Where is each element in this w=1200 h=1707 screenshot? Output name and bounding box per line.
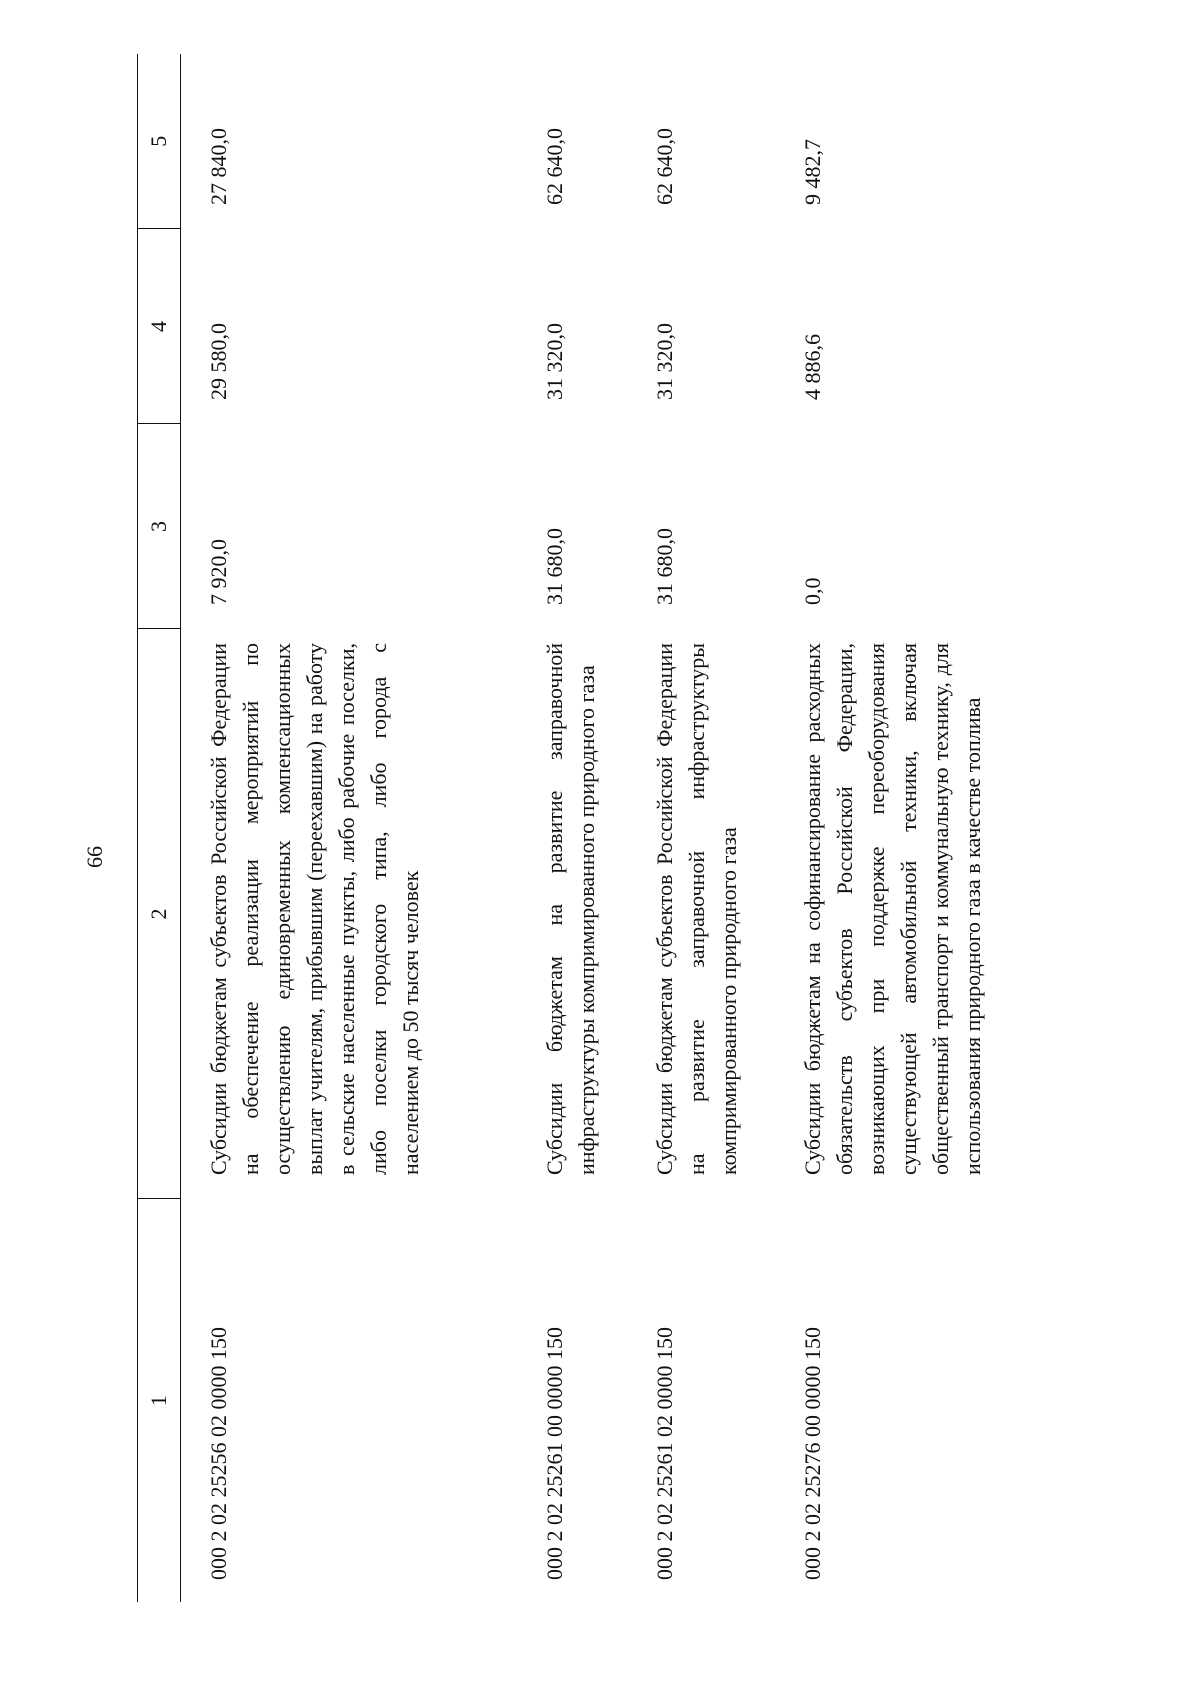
description-cell: Субсидии бюджетам субъектов Российской Федерации на развитие заправочной инфраструктуры компримированного природного газа	[652, 643, 741, 1175]
column-header-1: 1	[138, 1199, 181, 1602]
value-col3-cell: 0,0	[800, 577, 825, 605]
table-row	[649, 54, 797, 1602]
table-row	[181, 54, 540, 1602]
value-col5-cell: 62 640,0	[542, 128, 567, 205]
budget-code-cell: 000 2 02 25261 00 0000 150	[542, 1327, 567, 1580]
table-row	[797, 54, 1057, 1602]
page-number: 66	[82, 846, 107, 868]
value-col4-cell: 29 580,0	[206, 323, 231, 400]
value-col3-cell: 31 680,0	[542, 528, 567, 605]
table-header-row	[138, 54, 181, 1602]
value-col5-cell: 27 840,0	[206, 128, 231, 205]
value-col4-cell: 31 320,0	[652, 323, 677, 400]
column-header-3: 3	[138, 424, 181, 629]
column-header-4: 4	[138, 229, 181, 424]
value-col3-cell: 7 920,0	[206, 539, 231, 605]
description-cell: Субсидии бюджетам субъектов Российской Федерации на обеспечение реализации мероприятий по осуществлению единовременных компенсационных выплат учителям, прибывшим (переехавшим) на работу в сельские населенные пункты, либо рабочие поселки, либо поселки городского типа, либо города с населением до 50 тысяч человек	[206, 643, 423, 1175]
value-col5-cell: 9 482,7	[800, 139, 825, 205]
description-cell: Субсидии бюджетам на развитие заправочной инфраструктуры компримированного природного газа	[542, 643, 599, 1175]
value-col5-cell: 62 640,0	[652, 128, 677, 205]
budget-code-cell: 000 2 02 25261 02 0000 150	[652, 1327, 677, 1580]
description-cell: Субсидии бюджетам на софинансирование расходных обязательств субъектов Российской Федерации, возникающих при поддержке переоборудования существующей автомобильной техники, включая общественный транспорт и коммунальную технику, для использования природного газа в качестве топлива	[800, 643, 985, 1175]
budget-table	[137, 54, 1057, 1602]
value-col4-cell: 4 886,6	[800, 334, 825, 400]
column-header-2: 2	[138, 629, 181, 1199]
value-col4-cell: 31 320,0	[542, 323, 567, 400]
budget-code-cell: 000 2 02 25256 02 0000 150	[206, 1327, 231, 1580]
value-col3-cell: 31 680,0	[652, 528, 677, 605]
column-header-5: 5	[138, 54, 181, 229]
table-row	[539, 54, 649, 1602]
budget-code-cell: 000 2 02 25276 00 0000 150	[800, 1327, 825, 1580]
